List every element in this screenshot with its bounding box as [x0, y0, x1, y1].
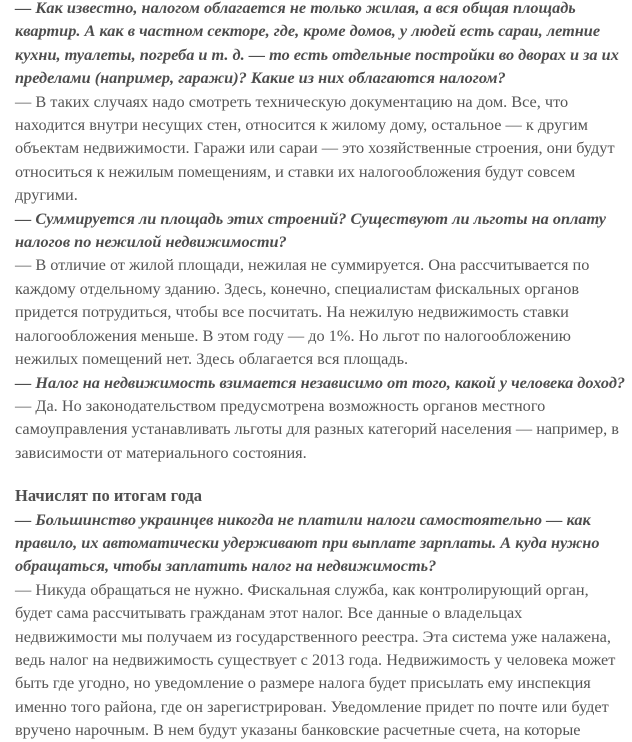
interview-question: — Большинство украинцев никогда не платили налоги самостоятельно — как правило, их автоматически удерживают при выплате зарплаты. А куда нужно обращаться, чтобы заплатить налог на недвижимость? — [15, 509, 600, 576]
qa-block-3 — [15, 371, 626, 465]
interview-question: — Налог на недвижимость взимается независимо от того, какой у человека доход? — [15, 372, 626, 392]
interview-answer: — В таких случаях надо смотреть техническую документацию на дом. Все, что находится внутри несущих стен, относится к жилому дому, остальное — к другим объектам недвижимости. Гаражи или сараи — это хозяйственные строения, они будут относиться к нежилым помещениям, и ставки их налогообложения будут совсем другими. — [15, 91, 615, 205]
interview-answer: — В отличие от жилой площади, нежилая не суммируется. Она рассчитывается по каждому отдельному зданию. Здесь, конечно, специалистам фискальных органов придется потрудиться, чтобы все посчитать. На нежилую недвижимость ставки налогообложения меньше. В этом году — до 1%. Но льгот по налогообложению нежилых помещений нет. Здесь облагается вся площадь. — [15, 255, 590, 369]
qa-block-4 — [15, 508, 626, 742]
qa-block-2 — [15, 207, 626, 371]
interview-answer: — Да. Но законодательством предусмотрена возможность органов местного самоуправления устанавливать льготы для разных категорий населения — например, в зависимости от материального состояния. — [15, 395, 619, 462]
section-heading: Начислят по итогам года — [15, 486, 203, 506]
interview-question: — Как известно, налогом облагается не только жилая, а вся общая площадь квартир. А как в частном секторе, где, кроме домов, у людей есть сараи, летние кухни, туалеты, погреба и т. д. — то есть отдельные постройки во дворах и за их пределами (например, гаражи)? Какие из них облагаются налогом? — [15, 0, 619, 88]
interview-answer: — Никуда обращаться не нужно. Фискальная служба, как контролирующий орган, будет сама рассчитывать гражданам этот налог. Все данные о владельцах недвижимости мы получаем из государственного реестра. Эта система уже налажена, ведь налог на недвижимость существует с 2013 года. Недвижимость у человека может быть где угодно, но уведомление о размере налога будет присылать ему инспекция именно того района, где он зарегистрирован. Уведомление придет по почте или будет вручено нарочным. В нем будут указаны банковские расчетные счета, на которые — [15, 579, 616, 740]
qa-block-1 — [15, 0, 626, 207]
interview-question: — Суммируется ли площадь этих строений? Существуют ли льготы на оплату налогов по нежилой недвижимости? — [15, 208, 607, 252]
